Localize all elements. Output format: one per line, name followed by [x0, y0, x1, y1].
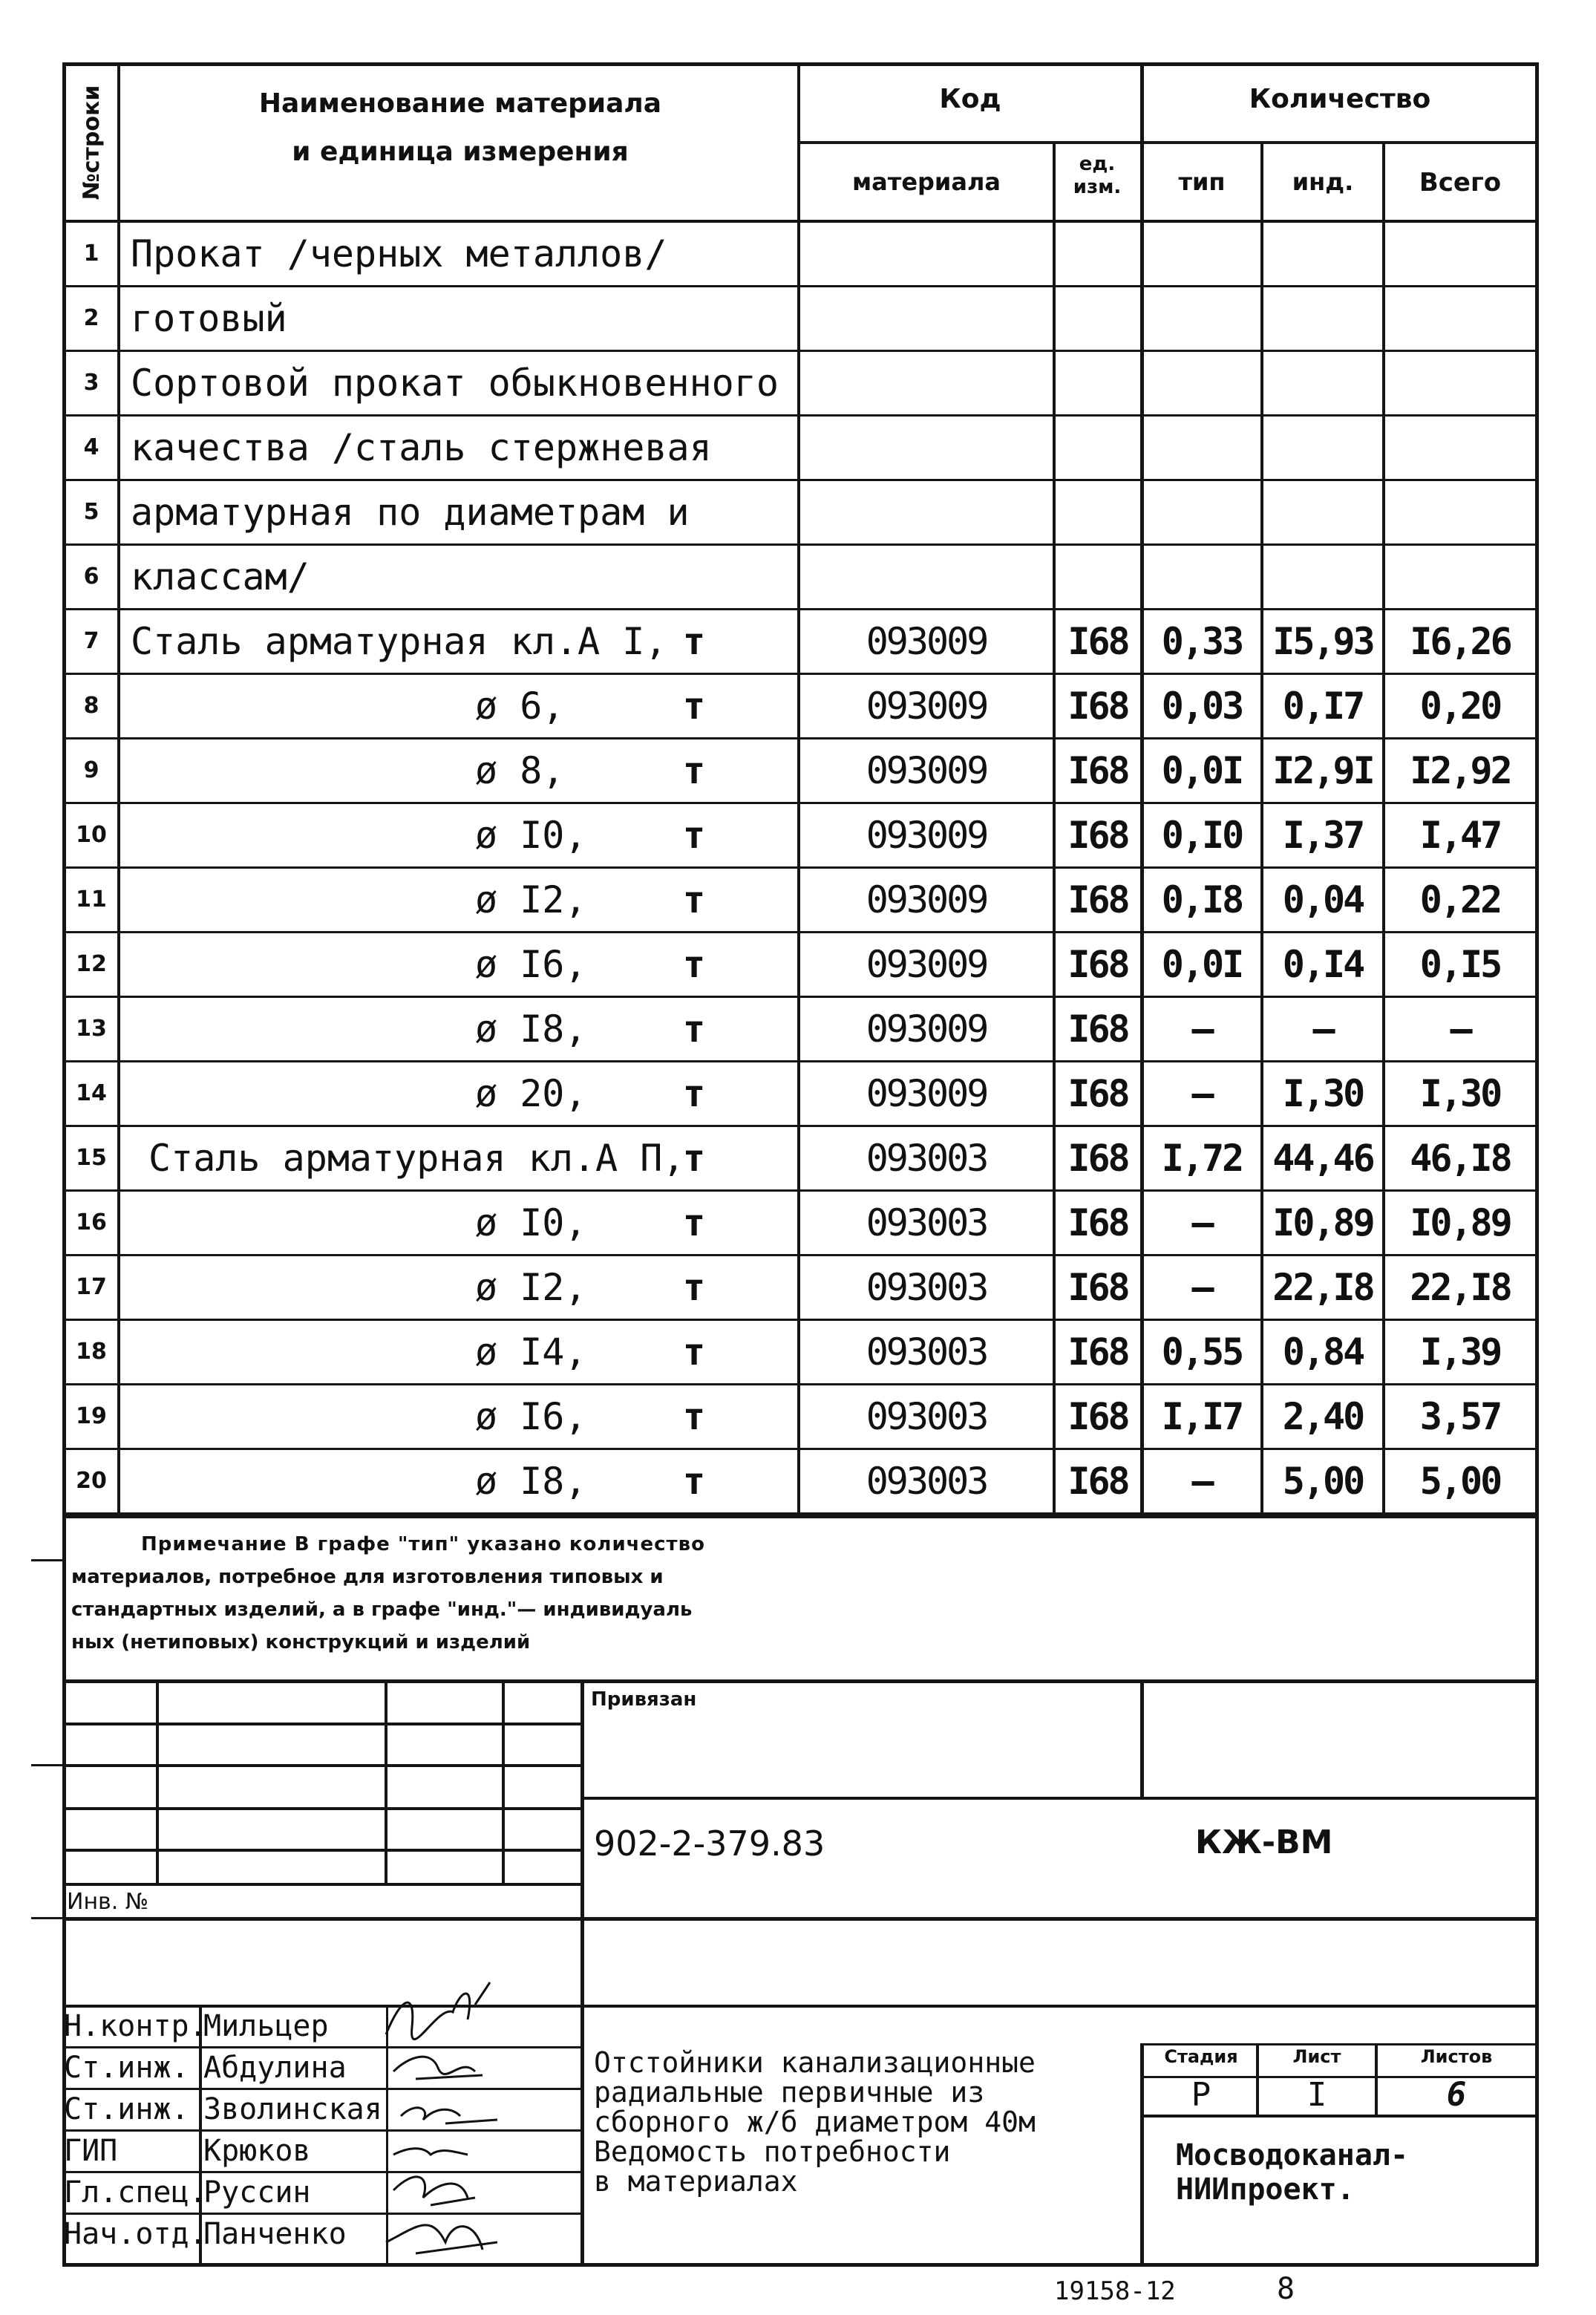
qty-ind	[1263, 481, 1382, 543]
unit-of-measure: т	[682, 749, 706, 792]
qty-tip: 0,33	[1161, 620, 1243, 663]
material-name: качества /сталь стержневая	[131, 426, 712, 469]
title-line: Отстойники канализационные	[594, 2046, 1036, 2079]
table-row	[0, 1321, 1596, 1385]
table-row	[0, 1256, 1596, 1321]
note-line: Примечание В графе "тип" указано количество	[141, 1533, 705, 1555]
qty-tip: 0,I8	[1161, 878, 1243, 921]
table-row	[0, 869, 1596, 933]
unit-code	[1054, 481, 1142, 543]
unit-of-measure: т	[682, 1008, 706, 1051]
code-header: Код	[939, 84, 1001, 114]
qty-total: I,39	[1419, 1330, 1501, 1374]
row-number: 9	[83, 757, 99, 783]
qty-tip: –	[1191, 1008, 1212, 1051]
material-code	[800, 546, 1053, 608]
tip-header: тип	[1178, 168, 1226, 196]
unit-header: ед. изм.	[1073, 153, 1122, 199]
material-code: 093009	[866, 878, 987, 921]
material-name: ø I2,	[475, 878, 587, 921]
unit-of-measure: т	[682, 1460, 706, 1503]
table-row	[0, 933, 1596, 998]
unit-of-measure	[668, 223, 720, 285]
unit-of-measure	[668, 287, 720, 350]
footer-page: 8	[1277, 2272, 1295, 2306]
qty-ind	[1263, 546, 1382, 608]
material-name: ø 8,	[475, 749, 565, 792]
row-number: 3	[83, 370, 99, 396]
qty-tip	[1143, 481, 1260, 543]
unit-of-measure	[668, 546, 720, 608]
staff-role: Ст.инж.	[64, 2092, 189, 2126]
note-line: стандартных изделий, а в графе "инд."— индивидуаль	[71, 1599, 693, 1621]
unit-code: I68	[1067, 1460, 1128, 1503]
qty-total: 3,57	[1419, 1395, 1501, 1438]
staff-role: Нач.отд.	[64, 2217, 207, 2251]
material-name: ø I0,	[475, 1201, 587, 1244]
sheets-value: 6	[1446, 2076, 1467, 2114]
unit-code: I68	[1067, 1330, 1128, 1374]
unit-of-measure: т	[682, 1330, 706, 1374]
row-number: 14	[76, 1080, 107, 1106]
qty-total: 5,00	[1419, 1460, 1501, 1503]
unit-of-measure: т	[682, 1201, 706, 1244]
table-row	[0, 1062, 1596, 1127]
table-row	[0, 739, 1596, 804]
material-code	[800, 417, 1053, 479]
qty-ind	[1263, 352, 1382, 414]
row-number: 4	[83, 434, 99, 460]
row-number: 15	[76, 1145, 107, 1171]
row-number: 11	[76, 887, 107, 912]
material-name: ø I8,	[475, 1008, 587, 1051]
qty-total	[1385, 223, 1535, 285]
staff-name: Крюков	[203, 2134, 311, 2168]
staff-role: ГИП	[64, 2134, 118, 2168]
qty-tip	[1143, 546, 1260, 608]
row-number-header: №строки	[79, 85, 105, 200]
unit-of-measure: т	[682, 1266, 706, 1309]
total-header: Всего	[1419, 168, 1502, 197]
material-code: 093009	[866, 620, 987, 663]
stage-value: Р	[1191, 2076, 1211, 2114]
qty-total	[1385, 352, 1535, 414]
qty-tip: 0,55	[1161, 1330, 1243, 1374]
unit-of-measure: т	[682, 1137, 706, 1180]
footer-number: 19158-12	[1054, 2276, 1176, 2306]
material-name: Сортовой прокат обыкновенного	[131, 362, 779, 405]
row-number: 8	[83, 693, 99, 719]
unit-of-measure: т	[682, 1395, 706, 1438]
qty-ind: –	[1312, 1008, 1333, 1051]
unit-code: I68	[1067, 620, 1128, 663]
qty-total: 0,I5	[1419, 943, 1501, 986]
material-code: 093009	[866, 943, 987, 986]
unit-of-measure: т	[682, 685, 706, 728]
unit-of-measure	[668, 352, 720, 414]
unit-of-measure	[668, 481, 720, 543]
qty-tip	[1143, 287, 1260, 350]
inventory-label: Инв. №	[67, 1889, 149, 1915]
qty-ind: 0,I7	[1282, 685, 1364, 728]
unit-code: I68	[1067, 749, 1128, 792]
staff-role: Н.контр.	[64, 2009, 207, 2043]
table-row	[0, 1385, 1596, 1450]
material-code: 093003	[866, 1137, 987, 1180]
table-row	[0, 352, 1596, 417]
qty-total	[1385, 546, 1535, 608]
privyazan-label: Привязан	[591, 1688, 697, 1711]
qty-total	[1385, 417, 1535, 479]
table-row	[0, 1450, 1596, 1515]
qty-ind: I,30	[1282, 1072, 1364, 1115]
material-name: Прокат /черных металлов/	[131, 232, 667, 275]
title-line: сборного ж/б диаметром 40м	[594, 2106, 1036, 2138]
material-code	[800, 287, 1053, 350]
unit-code: I68	[1067, 878, 1128, 921]
unit-of-measure: т	[682, 1072, 706, 1115]
quantity-header: Количество	[1249, 84, 1431, 114]
sheet-value: I	[1306, 2076, 1327, 2114]
material-code: 093009	[866, 685, 987, 728]
qty-total: –	[1450, 1008, 1471, 1051]
material-code: 093003	[866, 1201, 987, 1244]
staff-name: Руссин	[203, 2175, 311, 2210]
table-row	[0, 223, 1596, 287]
material-code	[800, 352, 1053, 414]
row-number: 12	[76, 951, 107, 977]
qty-tip: –	[1191, 1072, 1212, 1115]
material-code-header: материала	[852, 168, 1001, 196]
unit-code	[1054, 546, 1142, 608]
unit-code	[1054, 223, 1142, 285]
qty-tip: I,72	[1161, 1137, 1243, 1180]
qty-total: I0,89	[1410, 1201, 1511, 1244]
organization-line: НИИпроект.	[1176, 2172, 1355, 2207]
stage-label: Стадия	[1164, 2046, 1238, 2067]
material-code: 093009	[866, 1008, 987, 1051]
document-mark: КЖ-ВМ	[1195, 1823, 1333, 1861]
unit-code: I68	[1067, 685, 1128, 728]
qty-ind: 2,40	[1282, 1395, 1364, 1438]
qty-ind: I2,9I	[1272, 749, 1373, 792]
staff-name: Зволинская	[203, 2092, 382, 2126]
staff-name: Панченко	[203, 2217, 347, 2251]
material-name: ø 20,	[475, 1072, 587, 1115]
qty-tip: –	[1191, 1201, 1212, 1244]
qty-ind: 0,I4	[1282, 943, 1364, 986]
table-row	[0, 481, 1596, 546]
material-code	[800, 481, 1053, 543]
qty-tip: –	[1191, 1460, 1212, 1503]
material-code: 093003	[866, 1330, 987, 1374]
material-name: готовый	[131, 297, 287, 340]
sheets-label: Листов	[1420, 2046, 1493, 2067]
row-number: 6	[83, 564, 99, 590]
qty-ind	[1263, 417, 1382, 479]
qty-total	[1385, 287, 1535, 350]
table-row	[0, 1127, 1596, 1192]
material-name: ø I6,	[475, 943, 587, 986]
material-name: Сталь арматурная кл.А П,	[148, 1137, 685, 1180]
qty-total: I6,26	[1410, 620, 1511, 663]
title-line: в материалах	[594, 2165, 798, 2198]
material-code: 093009	[866, 1072, 987, 1115]
row-number: 16	[76, 1209, 107, 1235]
staff-name: Мильцер	[203, 2009, 329, 2043]
material-name: ø I0,	[475, 814, 587, 857]
qty-total: 22,I8	[1410, 1266, 1511, 1309]
table-row	[0, 804, 1596, 869]
sheet-label: Лист	[1292, 2046, 1341, 2067]
qty-ind: 44,46	[1272, 1137, 1373, 1180]
unit-code: I68	[1067, 1266, 1128, 1309]
material-name: арматурная по диаметрам и	[131, 491, 690, 534]
organization-line: Мосводоканал-	[1176, 2138, 1409, 2172]
material-code: 093009	[866, 749, 987, 792]
material-name: ø I8,	[475, 1460, 587, 1503]
qty-ind: I5,93	[1272, 620, 1373, 663]
qty-total: 0,22	[1419, 878, 1501, 921]
qty-tip	[1143, 417, 1260, 479]
qty-tip: I,I7	[1161, 1395, 1243, 1438]
material-code	[800, 223, 1053, 285]
table-row	[0, 610, 1596, 675]
material-name: ø 6,	[475, 685, 565, 728]
unit-code: I68	[1067, 1072, 1128, 1115]
ind-header: инд.	[1292, 168, 1354, 196]
unit-of-measure: т	[682, 814, 706, 857]
row-number: 17	[76, 1274, 107, 1300]
row-number: 5	[83, 499, 99, 525]
note-line: ных (нетиповых) конструкций и изделий	[71, 1631, 531, 1653]
row-number: 18	[76, 1339, 107, 1365]
unit-code	[1054, 417, 1142, 479]
qty-ind	[1263, 223, 1382, 285]
qty-ind	[1263, 287, 1382, 350]
qty-ind: 0,04	[1282, 878, 1364, 921]
unit-code: I68	[1067, 1395, 1128, 1438]
material-code: 093003	[866, 1266, 987, 1309]
qty-ind: 0,84	[1282, 1330, 1364, 1374]
table-row	[0, 417, 1596, 481]
qty-tip: 0,I0	[1161, 814, 1243, 857]
title-line: Ведомость потребности	[594, 2135, 951, 2168]
qty-total: 46,I8	[1410, 1137, 1511, 1180]
unit-of-measure: т	[682, 620, 706, 663]
staff-role: Гл.спец.	[64, 2175, 207, 2210]
unit-code	[1054, 352, 1142, 414]
material-name: классам/	[131, 555, 310, 598]
table-row	[0, 675, 1596, 739]
unit-code: I68	[1067, 1008, 1128, 1051]
table-row	[0, 998, 1596, 1062]
unit-code: I68	[1067, 814, 1128, 857]
qty-tip	[1143, 223, 1260, 285]
staff-name: Абдулина	[203, 2051, 347, 2085]
row-number: 10	[76, 822, 107, 848]
qty-ind: 22,I8	[1272, 1266, 1373, 1309]
unit-code: I68	[1067, 1201, 1128, 1244]
unit-of-measure: т	[682, 878, 706, 921]
signatures	[371, 1960, 564, 2265]
qty-tip	[1143, 352, 1260, 414]
document-code: 902-2-379.83	[594, 1823, 825, 1864]
row-number: 1	[83, 241, 99, 267]
material-name: ø I2,	[475, 1266, 587, 1309]
qty-total: 0,20	[1419, 685, 1501, 728]
table-row	[0, 1192, 1596, 1256]
row-number: 19	[76, 1403, 107, 1429]
unit-code	[1054, 287, 1142, 350]
material-name: ø I4,	[475, 1330, 587, 1374]
qty-total: I,30	[1419, 1072, 1501, 1115]
material-code: 093003	[866, 1395, 987, 1438]
unit-code: I68	[1067, 1137, 1128, 1180]
name-column-header: Наименование материала и единица измерения	[258, 88, 662, 168]
material-name: Сталь арматурная кл.А I,	[131, 620, 667, 663]
qty-total: I2,92	[1410, 749, 1511, 792]
row-number: 20	[76, 1468, 107, 1494]
unit-code: I68	[1067, 943, 1128, 986]
qty-tip: 0,0I	[1161, 943, 1243, 986]
row-number: 13	[76, 1016, 107, 1042]
qty-ind: I0,89	[1272, 1201, 1373, 1244]
qty-tip: –	[1191, 1266, 1212, 1309]
material-name: ø I6,	[475, 1395, 587, 1438]
qty-total	[1385, 481, 1535, 543]
title-line: радиальные первичные из	[594, 2076, 985, 2109]
row-number: 2	[83, 305, 99, 331]
qty-ind: 5,00	[1282, 1460, 1364, 1503]
qty-total: I,47	[1419, 814, 1501, 857]
table-row	[0, 546, 1596, 610]
table-row	[0, 287, 1596, 352]
material-code: 093009	[866, 814, 987, 857]
note-line: материалов, потребное для изготовления типовых и	[71, 1566, 664, 1588]
qty-tip: 0,03	[1161, 685, 1243, 728]
material-code: 093003	[866, 1460, 987, 1503]
qty-tip: 0,0I	[1161, 749, 1243, 792]
staff-role: Ст.инж.	[64, 2051, 189, 2085]
unit-of-measure: т	[682, 943, 706, 986]
qty-ind: I,37	[1282, 814, 1364, 857]
unit-of-measure	[668, 417, 720, 479]
row-number: 7	[83, 628, 99, 654]
